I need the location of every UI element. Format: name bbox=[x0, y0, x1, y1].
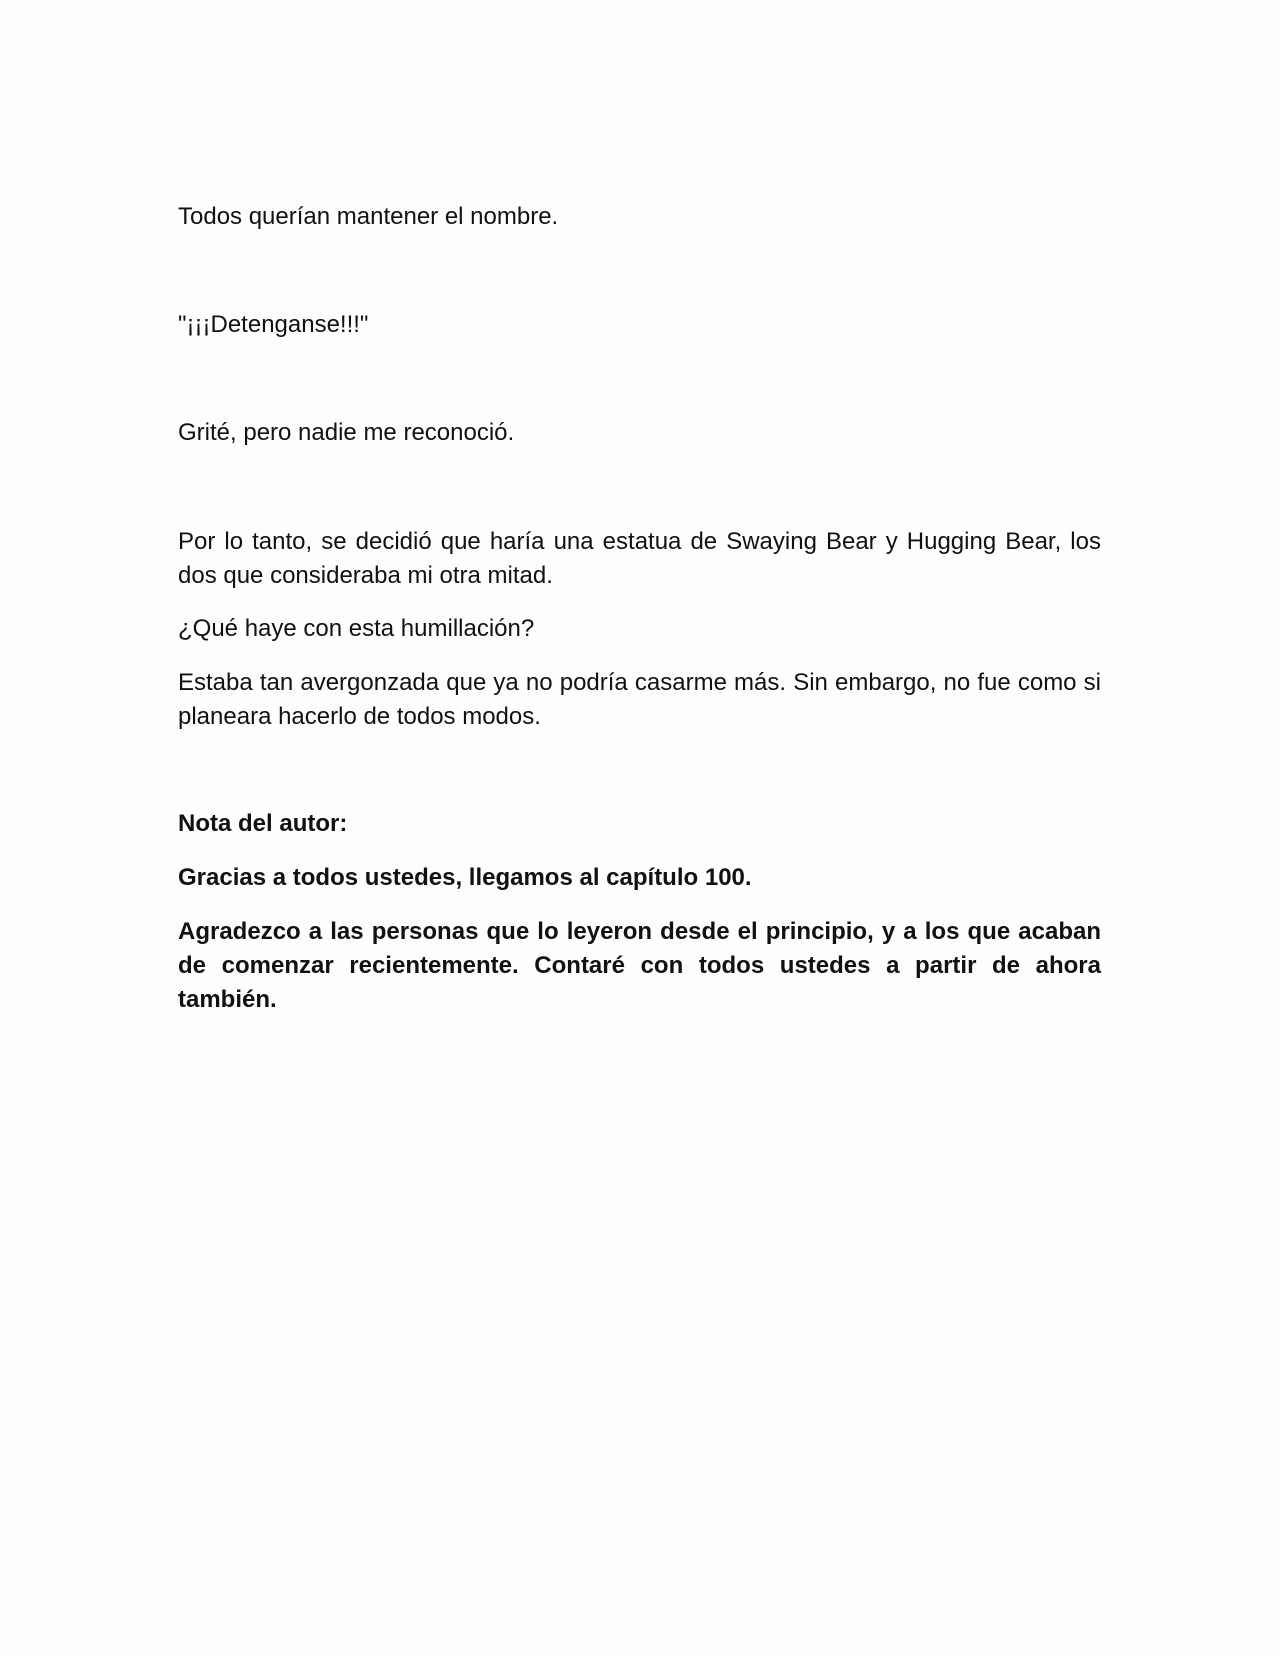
author-note-heading: Nota del autor: bbox=[178, 810, 348, 837]
author-note-paragraph: Gracias a todos ustedes, llegamos al capítulo 100. bbox=[178, 864, 752, 891]
story-paragraph: Grité, pero nadie me reconoció. bbox=[178, 419, 515, 446]
story-paragraph: Todos querían mantener el nombre. bbox=[178, 203, 559, 230]
author-note-paragraph: Agradezco a las personas que lo leyeron desde el principio, y a los que acaban de comenzar recientemente. Contaré con todos ustedes a partir de ahora también. bbox=[178, 918, 1101, 1013]
story-paragraph: Por lo tanto, se decidió que haría una estatua de Swaying Bear y Hugging Bear, los dos que consideraba mi otra mitad. bbox=[178, 528, 1101, 589]
story-paragraph: ¿Qué haye con esta humillación? bbox=[178, 615, 535, 642]
story-paragraph: Estaba tan avergonzada que ya no podría casarme más. Sin embargo, no fue como si planeara hacerlo de todos modos. bbox=[178, 669, 1101, 730]
story-paragraph: "¡¡¡Detenganse!!!" bbox=[178, 311, 369, 338]
